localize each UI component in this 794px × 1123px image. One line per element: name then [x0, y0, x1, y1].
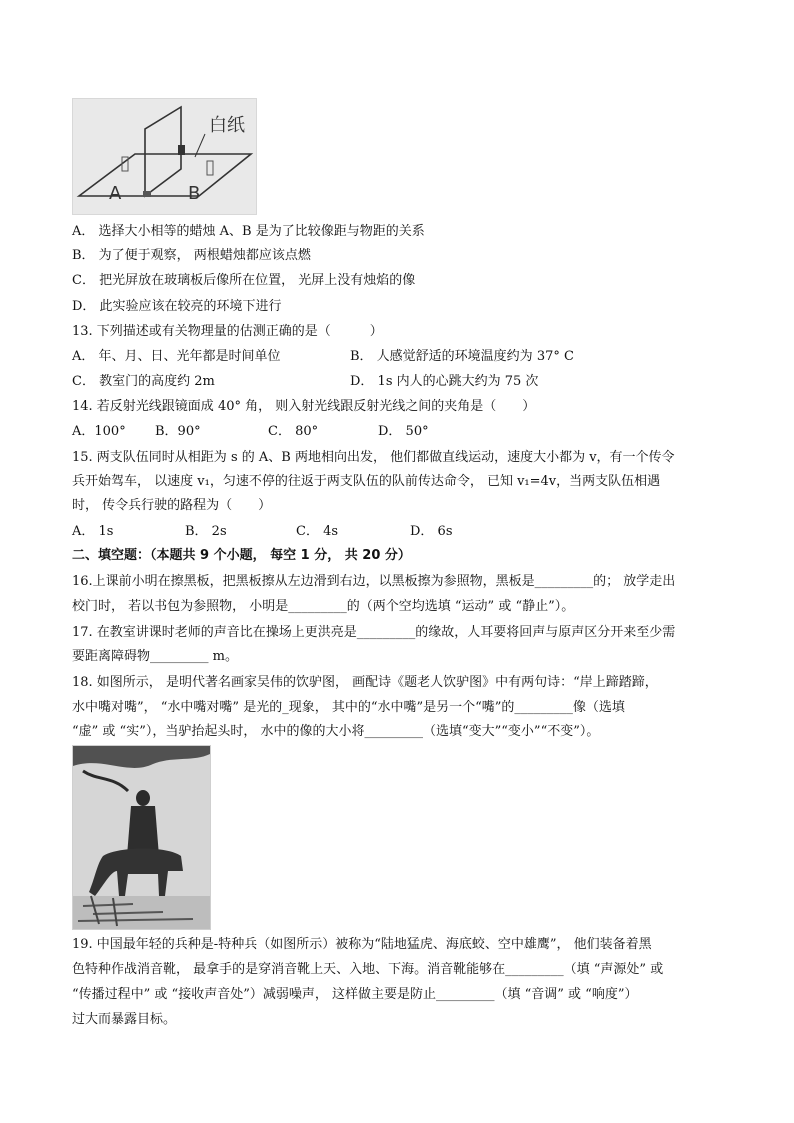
q12-option-b: B． 为了便于观察， 两根蜡烛都应该点燃: [72, 248, 311, 263]
mirror-experiment-figure: [72, 98, 257, 215]
q14-option-a: A．100°: [72, 424, 126, 439]
paper-label: 白纸: [209, 115, 245, 136]
q13-option-a: A． 年、月、日、光年都是时间单位: [72, 349, 281, 364]
q17-line-2: 要距离障碍物_________ m。: [72, 649, 238, 664]
q14-option-c: C． 80°: [268, 424, 319, 439]
donkey-painting-image: [73, 746, 210, 929]
q19-line-2: 色特种作战消音靴， 最拿手的是穿消音靴上天、入地、下海。消音靴能够在_________（填 “声源处” 或: [72, 962, 664, 977]
q16-line-1: 16.上课前小明在擦黑板，把黑板擦从左边滑到右边，以黑板擦为参照物，黑板是_________的； 放学走出: [72, 574, 676, 589]
donkey-painting-figure: [72, 745, 211, 930]
q12-option-a: A． 选择大小相等的蜡烛 A、B 是为了比较像距与物距的关系: [72, 224, 425, 239]
q15-option-b: B． 2s: [185, 524, 227, 539]
q15-option-c: C． 4s: [296, 524, 339, 539]
q19-line-3: “传播过程中” 或 “接收声音处”）减弱噪声， 这样做主要是防止_________（填 “音调” 或 “响度”）: [72, 987, 638, 1002]
q13-option-d: D． 1s 内人的心跳大约为 75 次: [350, 374, 539, 389]
q14-stem: 14. 若反射光线跟镜面成 40° 角， 则入射光线跟反射光线之间的夹角是（ ）: [72, 399, 536, 414]
q19-line-4: 过大而暴露目标。: [72, 1012, 177, 1027]
q18-line-3: “虚” 或 “实”），当驴抬起头时， 水中的像的大小将_________（选填“变大”“变小”“不变”）。: [72, 724, 600, 739]
q18-line-2: 水中嘴对嘴”， “水中嘴对嘴” 是光的_现象， 其中的“水中嘴”是另一个“嘴”的_________像（选填: [72, 700, 625, 715]
q18-line-1: 18. 如图所示， 是明代著名画家吴伟的饮驴图， 画配诗《题老人饮驴图》中有两句诗：“岸上蹄踏蹄，: [72, 675, 658, 690]
q15-line-3: 时， 传令兵行驶的路程为（ ）: [72, 498, 272, 513]
q14-option-d: D． 50°: [378, 424, 429, 439]
q17-line-1: 17. 在教室讲课时老师的声音比在操场上更洪亮是_________的缘故，人耳要将回声与原声区分开来至少需: [72, 625, 676, 640]
q12-option-c: C． 把光屏放在玻璃板后像所在位置， 光屏上没有烛焰的像: [72, 273, 416, 288]
q15-option-d: D． 6s: [410, 524, 453, 539]
q19-line-1: 19. 中国最年轻的兵种是-特种兵（如图所示）被称为“陆地猛虎、海底蛟、空中雄鹰”， 他们装备着黑: [72, 937, 652, 952]
q15-option-a: A． 1s: [72, 524, 114, 539]
mirror-experiment-diagram: [73, 99, 256, 214]
q15-line-2: 兵开始驾车， 以速度 v₁，匀速不停的往返于两支队伍的队前传达命令， 已知 v₁=4v，当两支队伍相遇: [72, 474, 661, 489]
q13-option-c: C． 教室门的高度约 2m: [72, 374, 215, 389]
section-2-heading: 二、填空题：（本题共 9 个小题， 每空 1 分， 共 20 分）: [72, 548, 411, 563]
q13-stem: 13. 下列描述或有关物理量的估测正确的是（ ）: [72, 324, 383, 339]
q15-line-1: 15. 两支队伍同时从相距为 s 的 A、B 两地相向出发， 他们都做直线运动，速度大小都为 v，有一个传令: [72, 450, 675, 465]
label-a: A: [109, 183, 122, 204]
q14-option-b: B．90°: [155, 424, 201, 439]
label-b: B: [188, 183, 201, 204]
q13-option-b: B． 人感觉舒适的环境温度约为 37° C: [350, 349, 574, 364]
q16-line-2: 校门时， 若以书包为参照物， 小明是_________的（两个空均选填 “运动” 或 “静止”）。: [72, 599, 575, 614]
q12-option-d: D． 此实验应该在较亮的环境下进行: [72, 299, 282, 314]
